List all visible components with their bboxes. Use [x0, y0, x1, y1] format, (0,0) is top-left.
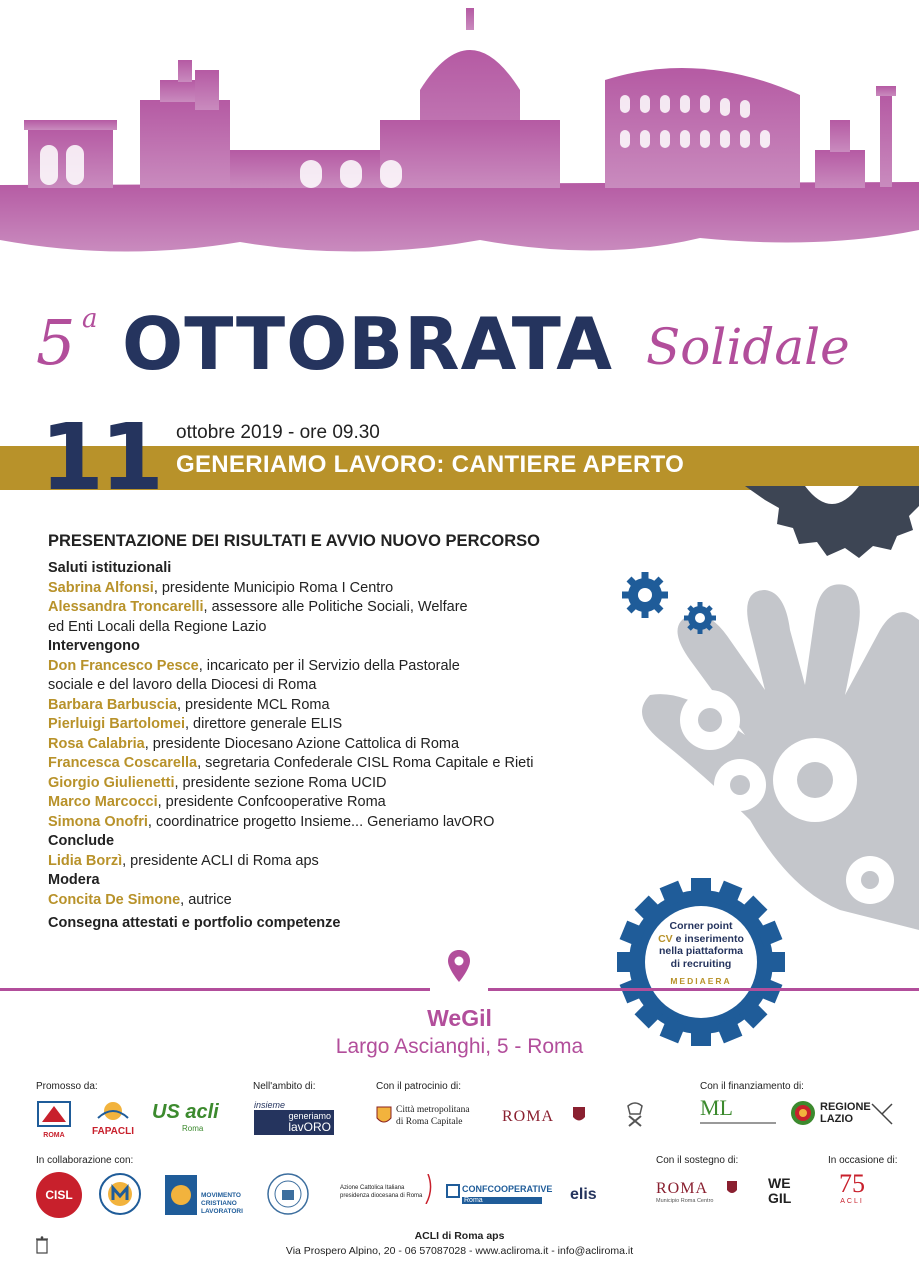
badge-line4: di recruiting	[670, 957, 732, 970]
speaker-entry	[48, 735, 568, 755]
footer-organization: ACLI di Roma aps	[414, 1230, 505, 1242]
speaker-entry	[48, 598, 568, 618]
acli75-sub: ACLI	[840, 1198, 864, 1205]
label-ambito: Nell'ambito di:	[253, 1081, 316, 1092]
generiamo-text: generiamo	[288, 1111, 331, 1121]
label-patrocinio: Con il patrocinio di:	[376, 1081, 462, 1092]
us-acli-sub: Roma	[182, 1124, 204, 1133]
speaker-entry	[48, 793, 568, 813]
venue-name: WeGil	[427, 1005, 492, 1031]
speaker-role: , presidente sezione Roma UCID	[174, 774, 387, 791]
us-acli-logo	[152, 1100, 222, 1140]
speaker-role: , incaricato per il Servizio della Pastorale	[198, 657, 460, 674]
speaker-role: , autrice	[180, 891, 232, 908]
regione-line2: LAZIO	[820, 1113, 853, 1125]
speaker-name: Alessandra Troncarelli	[48, 599, 204, 615]
confcooperative-logo	[446, 1182, 553, 1208]
speaker-role: , presidente Municipio Roma I Centro	[153, 579, 394, 596]
regione-line1: REGIONE	[820, 1101, 871, 1113]
roma-capitale-text: ROMA	[502, 1108, 555, 1125]
speaker-entry	[48, 579, 568, 599]
rome-skyline-illustration	[0, 0, 919, 270]
fap-acli-text: FAPACLI	[91, 1126, 135, 1137]
speaker-name: Rosa Calabria	[48, 735, 145, 752]
speaker-role: , presidente Diocesano Azione Cattolica di Roma	[144, 735, 460, 752]
speaker-role: , presidente MCL Roma	[176, 696, 330, 713]
confcoop-text: CONFCOOPERATIVE	[462, 1184, 553, 1194]
mcl-logo	[164, 1174, 244, 1218]
fap-acli-logo	[88, 1100, 138, 1140]
title-script: Solidale	[646, 318, 850, 376]
vatican-crest-icon	[624, 1102, 646, 1128]
mcl-line3: LAVORATORI	[201, 1208, 243, 1215]
citta-metro-line2: di Roma Capitale	[396, 1117, 463, 1127]
speaker-name: Sabrina Alfonsi	[48, 579, 154, 596]
speaker-role: , presidente ACLI di Roma aps	[122, 852, 319, 869]
regione-lazio-logo	[790, 1100, 900, 1128]
acli-roma-logo	[36, 1100, 72, 1140]
insieme-text: insieme	[254, 1100, 286, 1110]
mcl-line1: MOVIMENTO	[201, 1192, 241, 1199]
section-conclude: Conclude	[48, 833, 115, 849]
badge-line2: e inserimento	[672, 932, 744, 945]
label-finanziamento: Con il finanziamento di:	[700, 1081, 804, 1092]
ac-line1: Azione Cattolica Italiana	[340, 1185, 405, 1191]
label-sostegno: Con il sostegno di:	[656, 1155, 739, 1166]
citta-metropolitana-logo	[376, 1104, 486, 1134]
date-day: 11	[40, 404, 161, 511]
speaker-role: , assessore alle Politiche Sociali, Welfare	[203, 599, 468, 615]
cristiana-imprenditori-logo	[266, 1172, 310, 1216]
speaker-name: Giorgio Giulienetti	[48, 774, 175, 791]
title-main: OTTOBRATA	[122, 302, 613, 386]
generiamo-lavoro-logo	[254, 1100, 334, 1134]
speaker-entry	[48, 696, 568, 716]
section-saluti: Saluti istituzionali	[48, 560, 172, 576]
event-title	[36, 300, 896, 390]
mcl-line2: CRISTIANO	[201, 1200, 237, 1207]
elis-logo	[570, 1184, 634, 1208]
speaker-name: Simona Onofri	[48, 813, 148, 830]
badge-cv: CV	[658, 932, 673, 945]
speaker-entry	[48, 657, 568, 677]
cisl-logo	[36, 1172, 82, 1218]
edition-superscript: a	[82, 304, 98, 334]
date-time: ottobre 2019 - ore 09.30	[176, 422, 380, 443]
divider-right	[488, 988, 919, 991]
program-headline: PRESENTAZIONE DEI RISULTATI E AVVIO NUOVO PERCORSO	[48, 532, 540, 550]
ml-text: ML	[700, 1095, 733, 1120]
elis-text: elis	[570, 1186, 597, 1203]
lavoro-text: lavORO	[288, 1120, 331, 1134]
label-occasione: In occasione di:	[828, 1155, 898, 1166]
badge-text	[648, 920, 754, 988]
badge-brand: MEDIAERA	[670, 976, 732, 986]
wegil-line1: WE	[768, 1175, 791, 1191]
roma-capitale-logo	[502, 1106, 592, 1130]
speaker-role-continued: sociale e del lavoro della Diocesi di Roma	[48, 677, 317, 693]
speaker-role: , direttore generale ELIS	[184, 716, 343, 732]
ac-line2: presidenza diocesana di Roma	[340, 1193, 423, 1199]
section-modera: Modera	[48, 872, 100, 888]
speaker-entry	[48, 852, 568, 872]
footer-address: Via Prospero Alpino, 20 - 06 57087028 - www.acliroma.it - info@acliroma.it	[285, 1245, 634, 1257]
speaker-entry	[48, 774, 568, 794]
divider-left	[0, 988, 430, 991]
wegil-line2: GIL	[768, 1190, 792, 1206]
badge-line1: Corner point	[669, 920, 733, 932]
badge-line3: nella piattaforma	[658, 945, 744, 957]
speaker-role: , coordinatrice progetto Insieme... Generiamo lavORO	[147, 813, 495, 830]
speaker-role: , segretaria Confederale CISL Roma Capitale e Rieti	[197, 755, 534, 771]
speaker-role: , presidente Confcooperative Roma	[157, 794, 386, 810]
ministero-lavoro-logo	[700, 1096, 780, 1130]
speaker-name: Pierluigi Bartolomei	[48, 716, 185, 732]
confcoop-sub: Roma	[462, 1197, 542, 1204]
speaker-entry	[48, 715, 568, 735]
program-closing: Consegna attestati e portfolio competenze	[48, 915, 341, 931]
program-list	[48, 532, 568, 934]
label-promosso: Promosso da:	[36, 1081, 98, 1092]
roma-sostegno-sub: Municipio Roma Centro	[656, 1198, 714, 1204]
label-collaborazione: In collaborazione con:	[36, 1155, 134, 1166]
speaker-role-continued: ed Enti Locali della Regione Lazio	[48, 618, 267, 635]
event-theme: GENERIAMO LAVORO: CANTIERE APERTO	[176, 451, 685, 478]
speaker-name: Lidia Borzì	[48, 852, 123, 869]
speaker-name: Don Francesco Pesce	[48, 657, 199, 674]
speaker-name: Francesca Coscarella	[48, 755, 198, 771]
us-acli-text: US acli	[152, 1101, 219, 1123]
edition-number: 5	[36, 306, 76, 379]
roma-sostegno-text: ROMA	[656, 1180, 709, 1197]
venue-address: Largo Ascianghi, 5 - Roma	[335, 1035, 584, 1058]
cisl-text: CISL	[45, 1188, 73, 1202]
acli75-number: 75	[839, 1169, 865, 1198]
speaker-name: Marco Marcocci	[48, 794, 158, 810]
roma-municipio-logo	[656, 1178, 746, 1208]
wegil-logo	[768, 1176, 812, 1208]
speaker-name: Concita De Simone	[48, 891, 181, 908]
speaker-entry	[48, 891, 568, 911]
speaker-entry	[48, 754, 568, 774]
section-intervengono: Intervengono	[48, 638, 140, 654]
acli-roma-text: ROMA	[43, 1132, 65, 1139]
location-pin-icon	[448, 950, 470, 982]
acli-75-logo	[832, 1170, 872, 1214]
citta-metro-line1: Città metropolitana	[396, 1105, 470, 1115]
speaker-entry	[48, 813, 568, 833]
speaker-name: Barbara Barbuscia	[48, 696, 177, 713]
ucid-logo	[98, 1172, 142, 1216]
azione-cattolica-logo	[340, 1184, 436, 1208]
